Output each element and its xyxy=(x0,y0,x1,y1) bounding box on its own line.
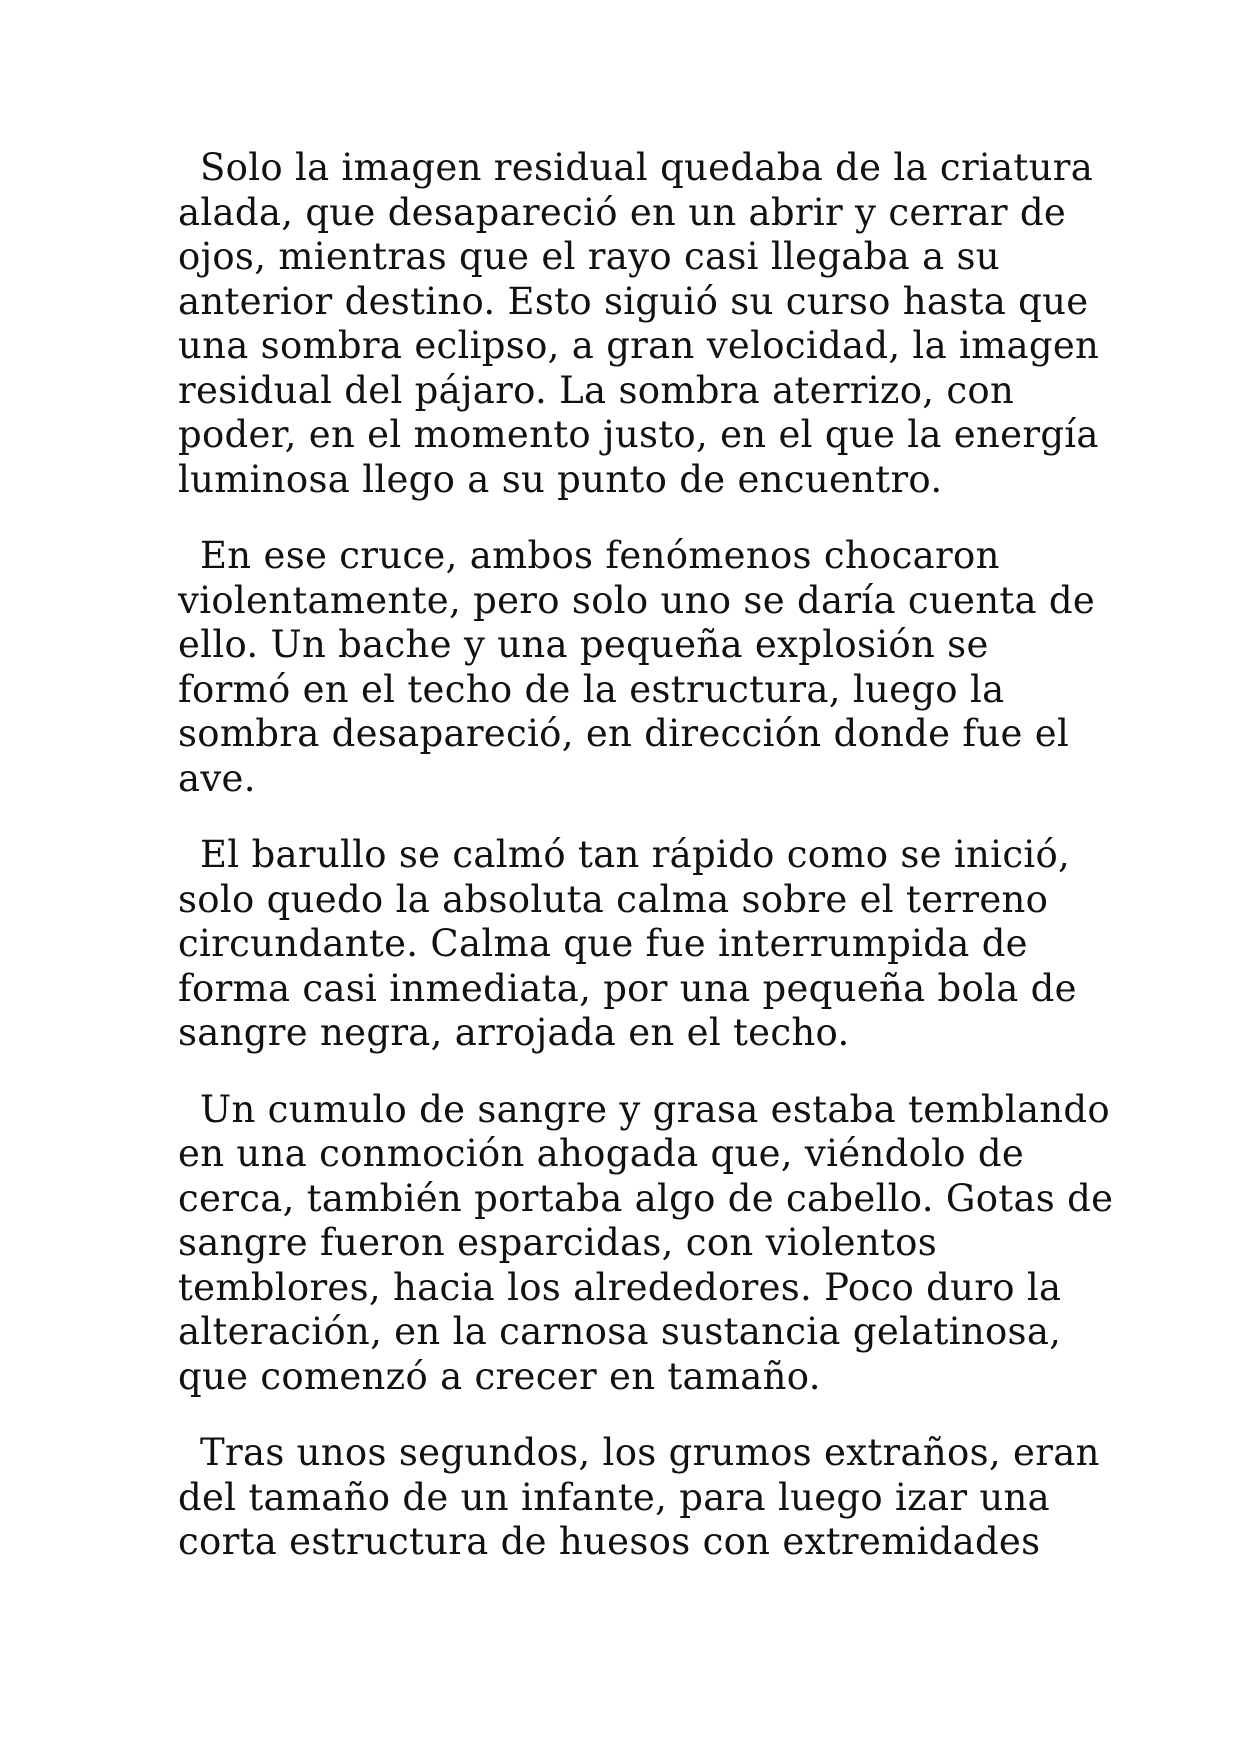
text-line: formó en el techo de la estructura, luego la xyxy=(178,667,1005,711)
text-line: alada, que desapareció en un abrir y cerrar de xyxy=(178,190,1067,234)
text-line: ello. Un bache y una pequeña explosión se xyxy=(178,623,989,666)
text-line: alteración, en la carnosa sustancia gelatinosa, xyxy=(178,1310,1062,1353)
body-text xyxy=(178,146,1178,1597)
paragraph-3 xyxy=(178,833,1178,1056)
text-line: En ese cruce, ambos fenómenos chocaron xyxy=(200,534,1000,577)
paragraph-5 xyxy=(178,1431,1178,1565)
paragraph-4 xyxy=(178,1088,1178,1400)
text-line: solo quedo la absoluta calma sobre el terreno xyxy=(178,877,1049,921)
text-line: residual del pájaro. La sombra aterrizo, con xyxy=(178,368,1015,412)
text-line: que comenzó a crecer en tamaño. xyxy=(178,1354,821,1398)
text-line: en una conmoción ahogada que, viéndolo de xyxy=(178,1132,1025,1175)
text-line: luminosa llego a su punto de encuentro. xyxy=(178,457,943,501)
text-line: sangre fueron esparcidas, con violentos xyxy=(178,1221,937,1264)
text-line: ave. xyxy=(178,756,256,800)
text-line: circundante. Calma que fue interrumpida de xyxy=(178,922,1028,965)
text-line: una sombra eclipso, a gran velocidad, la imagen xyxy=(178,324,1100,367)
text-line: temblores, hacia los alrededores. Poco duro la xyxy=(178,1265,1062,1309)
paragraph-1 xyxy=(178,146,1178,502)
text-line: corta estructura de huesos con extremidades xyxy=(178,1520,1041,1563)
text-line: sangre negra, arrojada en el techo. xyxy=(178,1011,850,1054)
text-line: ojos, mientras que el rayo casi llegaba a su xyxy=(178,235,1000,278)
text-line: Solo la imagen residual quedaba de la criatura xyxy=(200,146,1094,189)
text-line: Un cumulo de sangre y grasa estaba temblando xyxy=(200,1087,1110,1131)
text-line: anterior destino. Esto siguió su curso hasta que xyxy=(178,279,1089,323)
text-line: Tras unos segundos, los grumos extraños, eran xyxy=(200,1431,1100,1474)
text-line: poder, en el momento justo, en el que la energía xyxy=(178,413,1099,456)
text-line: forma casi inmediata, por una pequeña bola de xyxy=(178,966,1077,1010)
paragraph-2 xyxy=(178,534,1178,801)
text-line: sombra desapareció, en dirección donde fue el xyxy=(178,712,1070,755)
text-line: El barullo se calmó tan rápido como se inició, xyxy=(200,833,1071,876)
text-line: cerca, también portaba algo de cabello. Gotas de xyxy=(178,1176,1114,1220)
text-line: del tamaño de un infante, para luego izar una xyxy=(178,1475,1050,1519)
text-line: violentamente, pero solo uno se daría cuenta de xyxy=(178,578,1096,622)
